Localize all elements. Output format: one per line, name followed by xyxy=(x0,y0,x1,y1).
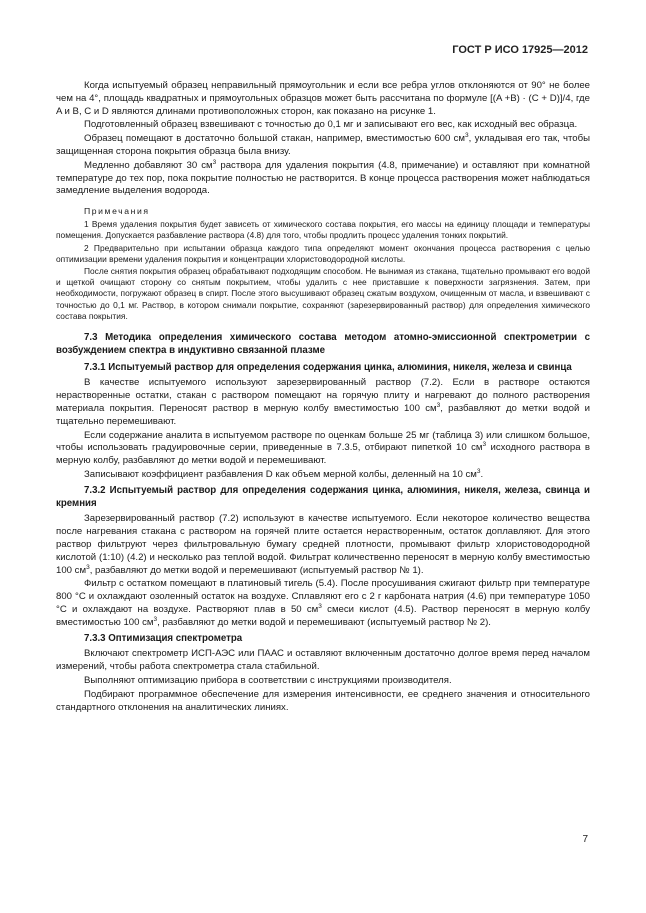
paragraph-beaker: Образец помещают в достаточно большой стакан, например, вместимостью 600 $см^3$, укладывая его так, чтобы защищенная сторона покрытия образца была внизу. xyxy=(56,132,590,157)
section-7-3-3-paragraph-2: Выполняют оптимизацию прибора в соответствии с инструкциями производителя. xyxy=(84,674,452,686)
section-7-3-1-paragraph-1: В качестве испытуемого используют зарезервированный раствор (7.2). Если в растворе остаются нерастворенные остатки, стакан с раствором помещают на горячую плиту и нагревают до полного растворения материала покрытия. Переносят раствор в мерную колбу вместимостью 100 $см^3$, разбавляют до метки водой и тщательно перемешивают. xyxy=(56,377,590,427)
section-7-3-3-paragraph-3: Подбирают программное обеспечение для измерения интенсивности, ее среднего значения и относительного стандартного отклонения на аналитических линиях. xyxy=(56,688,590,713)
note-2: 2 Предварительно при испытании образца каждого типа определяют момент окончания процесса растворения с целью оптимизации времени удаления покрытия и концентрации хлористоводородной кислоты. xyxy=(56,242,590,264)
page-number: 7 xyxy=(582,834,588,845)
section-7-3-3-title: 7.3.3 Оптимизация спектрометра xyxy=(84,632,243,644)
paragraph-area-formula: Когда испытуемый образец неправильный прямоугольник и если все ребра углов отклоняются от 90° не более чем на 4°, площадь квадратных и прямоугольных образцов может быть рассчитана по формуле [(A +B) · (C + D)]/4, где A и B, C и D являются длинами противоположных сторон, как показано на рисунке 1. xyxy=(56,80,590,117)
note-3: После снятия покрытия образец обрабатывают подходящим способом. Не вынимая из стакана, тщательно промывают его водой и щеткой очищают сторону со снятым покрытием, чтобы удалить с нее приставшие к поверхности загрязнения. Затем, при необходимости, погружают образец в спирт. После этого высушивают образец сжатым воздухом, очищенным от масла, и взвешивают с точностью до 0,1 мг. Раствор, в котором снимали покрытие, сохраняют (зарезервированный раствор) для определения химического состава покрытия. xyxy=(56,265,590,321)
section-7-3-2-paragraph-1: Зарезервированный раствор (7.2) используют в качестве испытуемого. Если некоторое количество вещества после нагревания стакана с раствором на горячей плите остается нерастворенным, остаток доплавляют. Для этого раствор фильтруют через фильтровальную бумагу средней плотности, промывают фильтр хлористоводородной кислотой (1:10) (4.2) и несколько раз теплой водой. Фильтрат количественно переносят в мерную колбу вместимостью 100 $см^3$, разбавляют до метки водой и перемешивают (испытуемый раствор № 1). xyxy=(56,513,590,576)
document-header: ГОСТ Р ИСО 17925—2012 xyxy=(452,44,588,56)
page-body xyxy=(56,80,590,714)
paragraph-weigh: Подготовленный образец взвешивают с точностью до 0,1 мг и записывают его вес, как исходный вес образца. xyxy=(84,119,578,131)
section-7-3-title: 7.3 Методика определения химического состава методом атомно-эмиссионной спектрометрии с возбуждением спектра в индуктивно связанной плазме xyxy=(56,332,590,356)
section-7-3-3-paragraph-1: Включают спектрометр ИСП-АЭС или ПААС и оставляют включенным достаточно долгое время перед началом измерений, чтобы работа спектрометра стала стабильной. xyxy=(56,648,590,673)
paragraph-add-solution: Медленно добавляют 30 $см^3$ раствора для удаления покрытия (4.8, примечание) и оставляют при комнатной температуре до тех пор, пока покрытие полностью не растворится. В конце процесса растворения может наблюдаться замедление выделения водорода. xyxy=(56,158,590,197)
section-7-3-1-paragraph-2: Если содержание аналита в испытуемом растворе по оценкам больше 25 мг (таблица 3) или слишком большое, чтобы использовать градуировочные серии, приведенные в 7.3.5, отбирают пипеткой 10 $см^3$ исходного раствора в мерную колбу, разбавляют до метки водой и перемешивают. xyxy=(56,429,591,467)
notes-title: Примечания xyxy=(84,206,150,217)
note-1: 1 Время удаления покрытия будет зависеть от химического состава покрытия, его массы на единицу площади и температуры помещения. Допускается разбавление раствора (4.8) для того, чтобы продлить процесс удаления тонких покрытий. xyxy=(56,219,590,241)
section-7-3-1-paragraph-3: Записывают коэффициент разбавления D как объем мерной колбы, деленный на 10 $см^3$. xyxy=(84,467,484,480)
section-7-3-2-title: 7.3.2 Испытуемый раствор для определения содержания цинка, алюминия, никеля, железа, свинца и кремния xyxy=(56,484,590,509)
section-7-3-2-paragraph-2: Фильтр с остатком помещают в платиновый тигель (5.4). После просушивания сжигают фильтр при температуре 800 °С и охлаждают озоленный остаток на воздухе. Сплавляют его с 2 г карбоната натрия (4.6) при температуре 1050 °С и охлаждают на воздухе. Растворяют плав в 50 $см^3$ смеси кислот (4.5). Раствор переносят в мерную колбу вместимостью 100 $см^3$, разбавляют до метки водой и перемешивают (испытуемый раствор № 2). xyxy=(56,578,590,628)
section-7-3-1-title: 7.3.1 Испытуемый раствор для определения содержания цинка, алюминия, никеля, железа и свинца xyxy=(84,361,572,373)
